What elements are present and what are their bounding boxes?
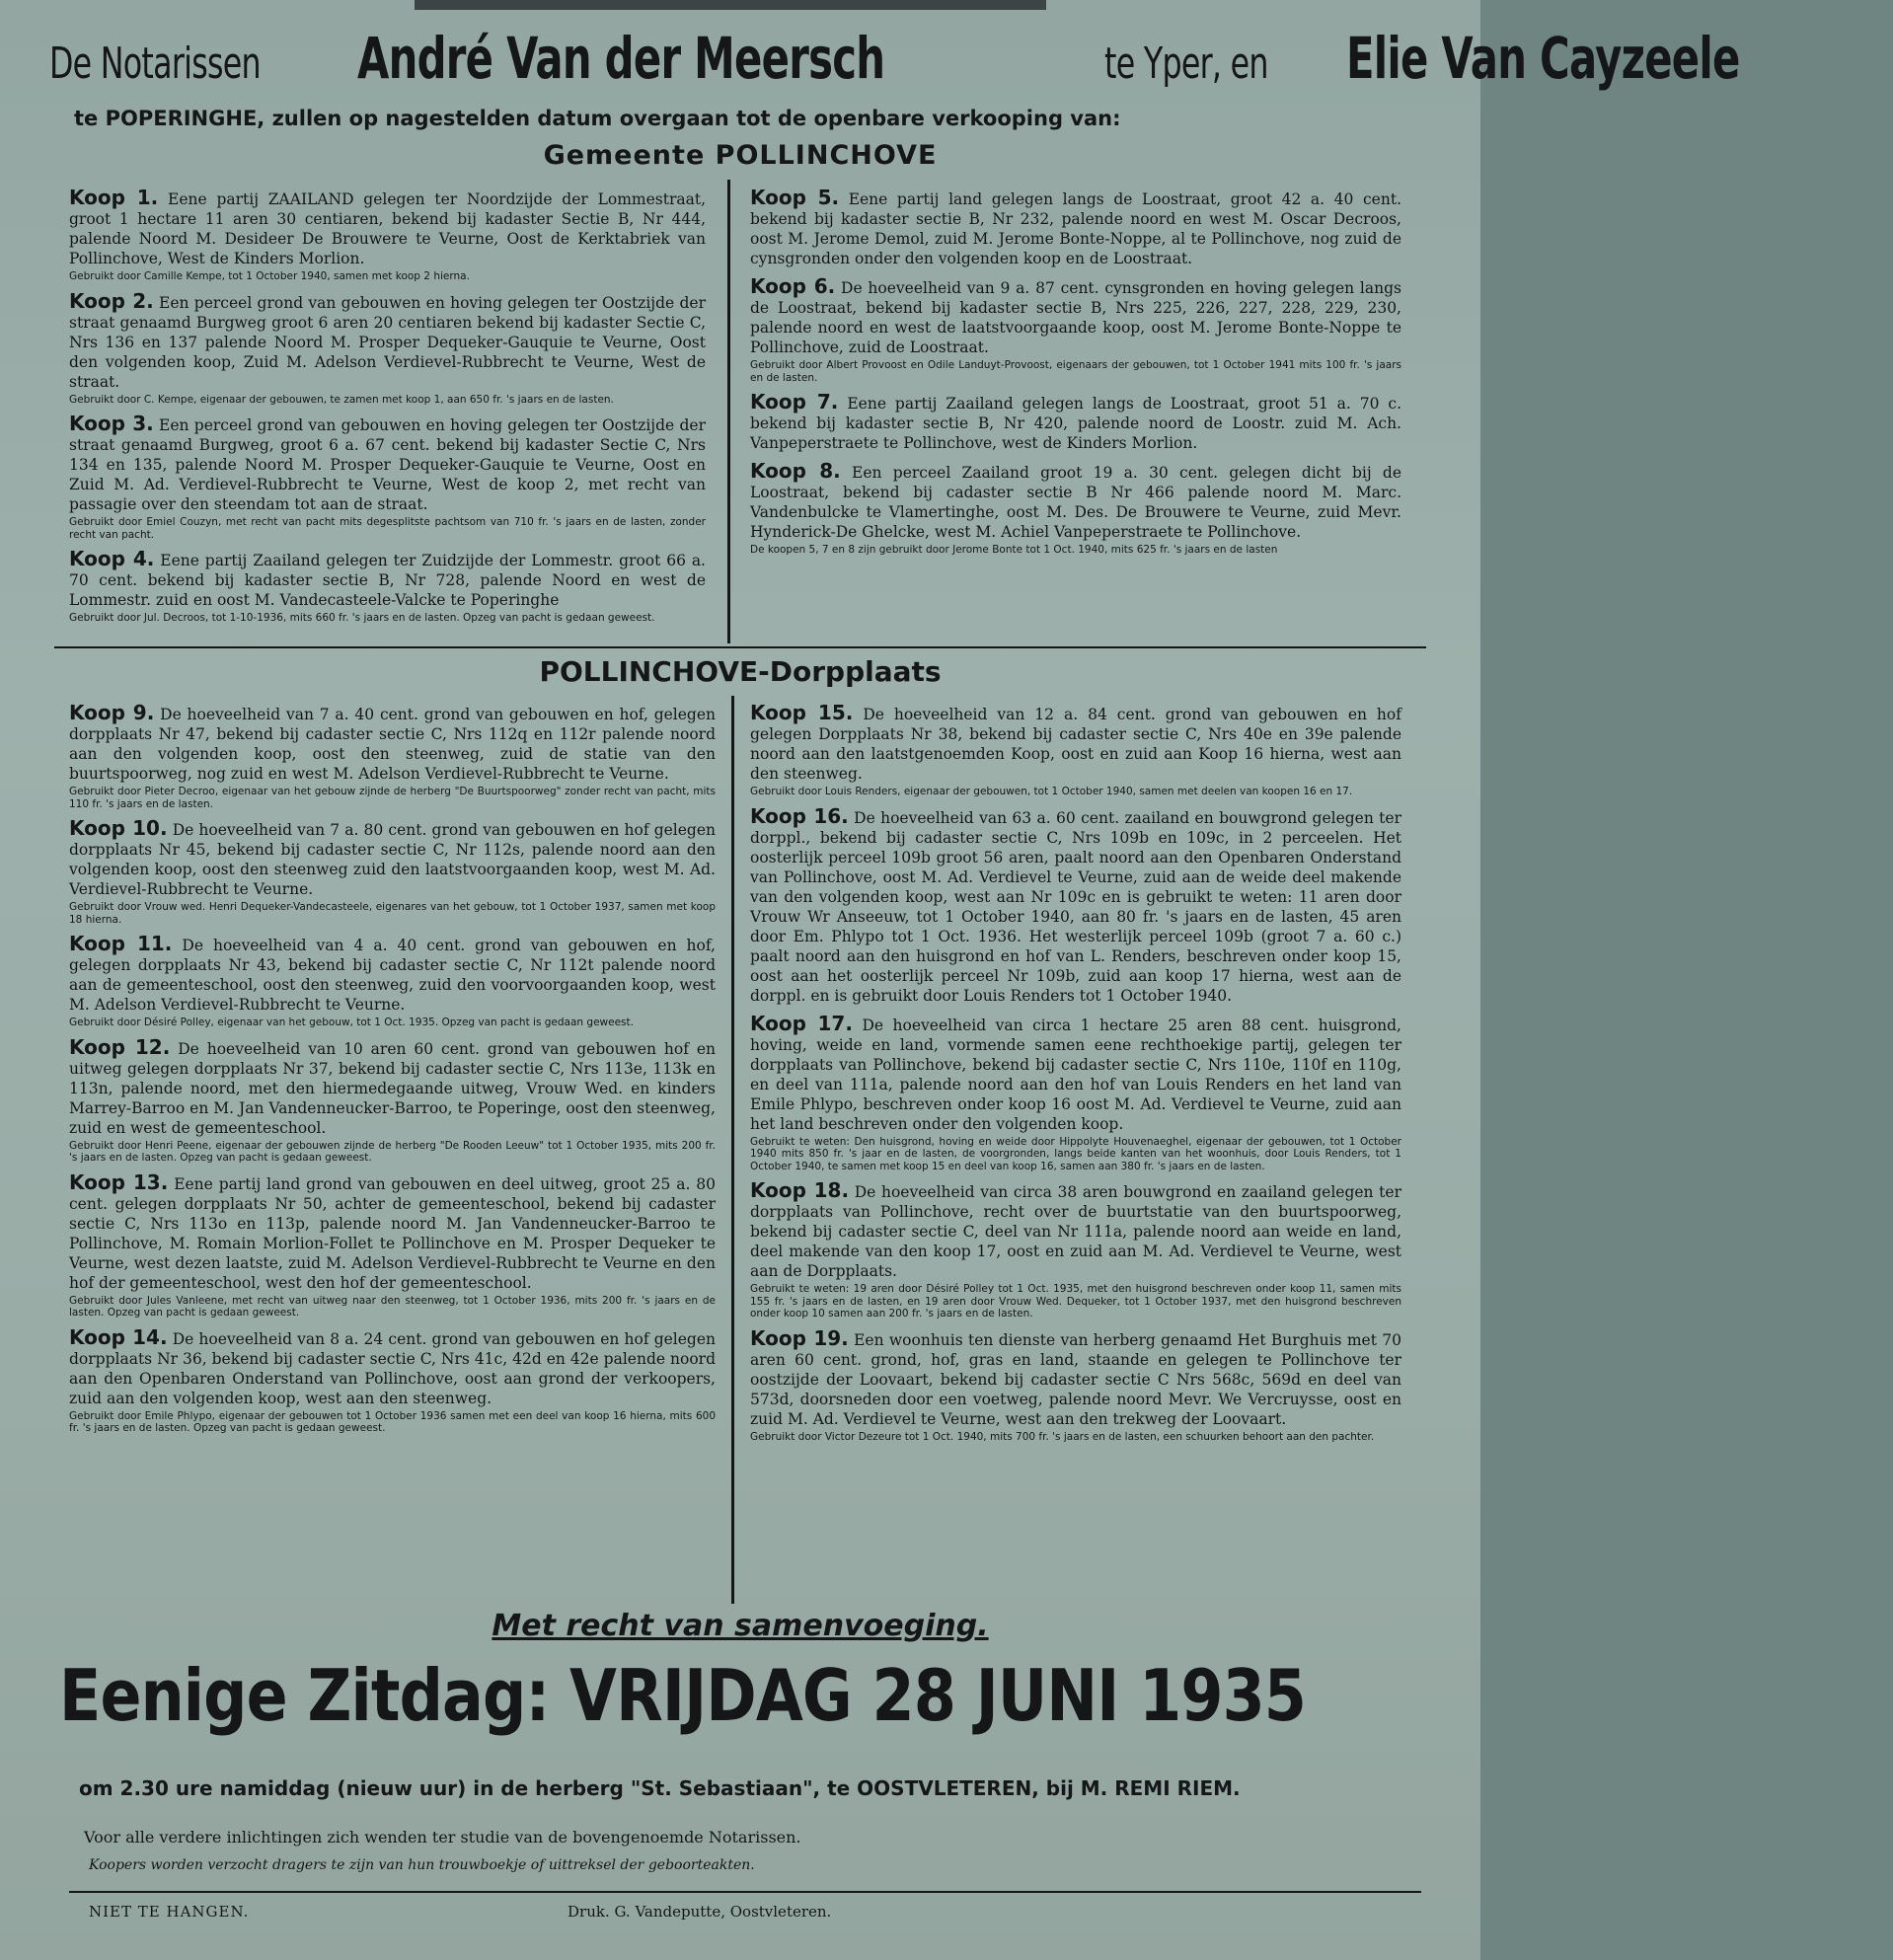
- lot-description: [750, 276, 1401, 357]
- lot-entry: [750, 1180, 1401, 1320]
- lot-label: Koop 11.: [69, 932, 173, 955]
- lot-usage-note: Gebruikt door Louis Renders, eigenaar der gebouwen, tot 1 October 1940, samen met deelen van koopen 16 en 17.: [750, 786, 1353, 797]
- lot-entry: [750, 392, 1401, 453]
- samenvoeging-heading: Met recht van samenvoeging.: [492, 1609, 989, 1643]
- lot-label: Koop 2.: [69, 288, 154, 313]
- lot-label: Koop 8.: [750, 459, 841, 483]
- lot-entry: [750, 188, 1401, 268]
- lot-label: Koop 18.: [750, 1178, 850, 1202]
- lot-entry: [69, 188, 706, 283]
- poster-heading: [49, 25, 1740, 95]
- lot-text: De hoeveelheid van 63 a. 60 cent. zaailand en bouwgrond gelegen ter dorppl., bekend bij cadaster sectie C, Nrs 109b en 109c, in 2 perceelen. Het oosterlijk perceel 109b groot 56 aren, paalt noord aan den Openbaren Onderstand van Pollinchove, oost M. Ad. Verdievel te Veurne, zuid aan de weide deel makende van den volgenden koop, west aan Nr 109c en is gebruikt te weten: 11 aren door Vrouw Wr Anseeuw, tot 1 October 1940, aan 80 fr. 's jaars en de lasten, 45 aren door Em. Phlypo tot 1 Oct. 1936. Het westerlijk perceel 109b (groot 7 a. 60 c.) paalt noord aan den huisgrond en hof van L. Renders, beschreven onder koop 15, oost aan het oosterlijk perceel Nr 109b, zuid aan koop 17 hierna, west aan de dorppl. en is gebruikt door Louis Renders tot 1 October 1940.: [750, 808, 1401, 1005]
- lot-label: Koop 6.: [750, 274, 836, 298]
- lot-label: Koop 16.: [750, 803, 849, 828]
- lot-entry: [69, 934, 716, 1029]
- lot-text: De hoeveelheid van circa 1 hectare 25 aren 88 cent. huisgrond, hoving, weide en land, vormende samen eene rechthoekige partij, gelegen ter dorpplaats van Pollinchove, bekend bij cadaster sectie C, Nrs 110e, 110f en 110g, en deel van 111a, palende noord aan den hof van Louis Renders en het land van Emile Phlypo, beschreven onder koop 16 oost M. Ad. Verdievel te Veurne, zuid aan het land beschreven onder den volgenden koop.: [750, 1016, 1401, 1133]
- lot-description: [69, 703, 716, 784]
- lot-description: [69, 1324, 716, 1408]
- lot-entry: [750, 1325, 1401, 1444]
- lot-description: [750, 1180, 1401, 1281]
- lot-description: [750, 188, 1401, 268]
- lot-text: Een perceel Zaailand groot 19 a. 30 cent. gelegen dicht bij de Loostraat, bekend bij cadaster sectie B Nr 466 palende noord M. Marc. Vandenbulcke te Vlamertinghe, oost M. Des. De Brouwere te Veurne, zuid Mevr. Hynderick-De Ghelcke, west M. Achiel Vanpeperstraete te Pollinchove.: [750, 464, 1401, 541]
- lot-label: Koop 19.: [750, 1325, 849, 1350]
- lot-usage-note: Gebruikt te weten: 19 aren door Désiré Polley tot 1 Oct. 1935, met den huisgrond beschreven onder koop 11, samen mits 155 fr. 's jaars en de lasten, en 19 aren door Vrouw Wed. Dequeker, tot 1 October 1937, met den huisgrond beschreven onder koop 10 samen aan 200 fr. 's jaars en de lasten.: [750, 1283, 1401, 1319]
- lot-label: Koop 4.: [69, 547, 155, 570]
- lot-entry: [750, 703, 1401, 798]
- lot-text: Eene partij Zaailand gelegen ter Zuidzijde der Lommestr. groot 66 a. 70 cent. bekend bij kadaster sectie B, Nr 728, palende Noord en west de Lommestr. zuid en oost M. Vandecasteele-Valcke te Poperinghe: [69, 552, 706, 609]
- lots-column-right-bottom: [750, 703, 1401, 1451]
- lot-usage-note: Gebruikt door Victor Dezeure tot 1 Oct. 1940, mits 700 fr. 's jaars en de lasten, een schuurken behoort aan den pachter.: [750, 1430, 1375, 1443]
- lot-description: [750, 1011, 1401, 1134]
- lot-description: [69, 1169, 716, 1293]
- lot-text: De hoeveelheid van 4 a. 40 cent. grond van gebouwen en hof, gelegen dorpplaats Nr 43, bekend bij cadaster sectie C, Nr 112t palende noord aan de gemeenteschool, oost den steenweg, zuid den voorvoorgaanden koop, west M. Adelson Verdievel-Rubbrecht te Veurne.: [69, 937, 716, 1014]
- lot-usage-note: Gebruikt door Jules Vanleene, met recht van uitweg naar den steenweg, tot 1 October 1936, mits 200 fr. 's jaars en de lasten. Opzeg van pacht is gedaan geweest.: [69, 1294, 716, 1319]
- lot-text: Een perceel grond van gebouwen en hoving gelegen ter Oostzijde der straat genaamd Burgweg groot 6 aren 20 centiaren bekend bij kadaster Sectie C, Nrs 136 en 137 palende Noord M. Prosper Dequeker-Gauquie te Veurne, Oost den volgenden koop, Zuid M. Adelson Verdievel-Rubbrecht te Veurne, West de straat.: [69, 293, 706, 391]
- lot-description: [69, 1034, 716, 1138]
- lot-text: Eene partij Zaailand gelegen langs de Loostraat, groot 51 a. 70 c. bekend bij kadaster sectie B, Nr 420, palende noord de Loostr. zuid M. Ach. Vanpeperstraete te Pollinchove, west de Kinders Morlion.: [750, 395, 1402, 452]
- lot-description: [69, 818, 716, 899]
- lot-text: De hoeveelheid van 10 aren 60 cent. grond van gebouwen hof en uitweg gelegen dorpplaats Nr 37, bekend bij cadaster sectie C, Nrs 113e, 113k en 113n, palende noord, met den hiermedegaande uitweg, Vrouw Wed. en kinders Marrey-Barroo en M. Jan Vandenneucker-Barroo, te Poperinge, oost den steenweg, zuid en west de gemeenteschool.: [69, 1039, 716, 1137]
- heading-part1: De Notarissen: [49, 38, 261, 89]
- lot-description: [69, 288, 706, 392]
- section-title-gemeente: Gemeente POLLINCHOVE: [543, 140, 938, 171]
- lot-text: Eene partij ZAAILAND gelegen ter Noordzijde der Lommestraat, groot 1 hectare 11 aren 30 centiaren, bekend bij kadaster Sectie B, Nr 444, palende Noord M. Desideer De Brouwere te Veurne, Oost de Kerktabriek van Pollinchove, West de Kinders Morlion.: [69, 190, 707, 267]
- lot-text: De hoeveelheid van circa 38 aren bouwgrond en zaailand gelegen ter dorpplaats van Pollinchove, recht over de buurtstatie van den buurtspoorweg, bekend bij cadaster sectie C, deel van Nr 111a, palende noord aan weide en land, deel makende van den koop 17, oost en zuid aan M. Ad. Verdievel te Veurne, west aan de Dorpplaats.: [750, 1183, 1401, 1280]
- heading-part2: te Yper, en: [1103, 38, 1268, 89]
- lot-label: Koop 9.: [69, 701, 155, 724]
- lot-usage-note: Gebruikt door Emile Phlypo, eigenaar der gebouwen tot 1 October 1936 samen met een deel van koop 16 hierna, mits 600 fr. 's jaars en de lasten. Opzeg van pacht is gedaan geweest.: [69, 1409, 716, 1434]
- lot-entry: [69, 414, 706, 541]
- lot-text: De hoeveelheid van 8 a. 24 cent. grond van gebouwen en hof gelegen dorpplaats Nr 36, bekend bij cadaster sectie C, Nrs 41c, 42d en 42e palende noord aan den Openbaren Onderstand van Pollinchove, oost aan grond der verkoopers, zuid aan den volgenden koop, west aan den steenweg.: [69, 1329, 716, 1407]
- lot-label: Koop 15.: [750, 701, 854, 724]
- lot-usage-note: De koopen 5, 7 en 8 zijn gebruikt door Jerome Bonte tot 1 Oct. 1940, mits 625 fr. 's jaars en de lasten: [750, 544, 1278, 556]
- lot-usage-note: Gebruikt door Pieter Decroo, eigenaar van het gebouw zijnde de herberg "De Buurtspoorweg" zonder recht van pacht, mits 110 fr. 's jaars en de lasten.: [69, 786, 716, 810]
- lot-usage-note: Gebruikt door Vrouw wed. Henri Dequeker-Vandecasteele, eigenares van het gebouw, tot 1 October 1937, samen met koop 18 hierna.: [69, 901, 716, 926]
- lot-text: De hoeveelheid van 7 a. 40 cent. grond van gebouwen en hof, gelegen dorpplaats Nr 47, bekend bij cadaster sectie C, Nrs 112q en 112r palende noord aan den volgenden koop, oost den steenweg, zuid de statie van den buurtspoorweg, nog zuid en west M. Adelson Verdievel-Rubbrecht te Veurne.: [69, 706, 717, 783]
- buyers-notice: Koopers worden verzocht dragers te zijn van hun trouwboekje of uittreksel der geboorteakten.: [89, 1857, 755, 1873]
- lot-label: Koop 14.: [69, 1324, 168, 1349]
- lot-entry: [69, 1034, 716, 1165]
- lot-entry: [69, 1169, 716, 1319]
- lot-entry: [750, 276, 1401, 384]
- column-divider-bottom: [731, 696, 734, 1604]
- lot-description: [750, 803, 1401, 1006]
- torn-top-edge: [415, 0, 1046, 10]
- lot-text: Eene partij land gelegen langs de Loostraat, groot 42 a. 40 cent. bekend bij kadaster sectie B, Nr 232, palende noord en west M. Oscar Decroos, oost M. Jerome Demol, zuid M. Jerome Bonte-Noppe, al te Pollinchove, nog zuid de cynsgronden onder den volgenden koop en de Loostraat.: [750, 190, 1401, 267]
- footer-rule: [69, 1891, 1421, 1893]
- sale-time-place: om 2.30 ure namiddag (nieuw uur) in de herberg "St. Sebastiaan", te OOSTVLETEREN, bij M. REMI RIEM.: [79, 1776, 1241, 1800]
- lot-usage-note: Gebruikt door Emiel Couzyn, met recht van pacht mits degesplitste pachtsom van 710 fr. 's jaars en de lasten, zonder recht van pacht.: [69, 516, 706, 541]
- lot-text: De hoeveelheid van 12 a. 84 cent. grond van gebouwen en hof gelegen Dorpplaats Nr 38, bekend bij cadaster sectie C, Nrs 40e en 39e palende noord aan den laatstgenoemden Koop, oost en zuid aan Koop 16 hierna, west aan den steenweg.: [750, 706, 1401, 783]
- lot-entry: [69, 703, 716, 810]
- lot-usage-note: Gebruikt door Henri Peene, eigenaar der gebouwen zijnde de herberg "De Rooden Leeuw" tot 1 October 1935, mits 200 fr. 's jaars en de lasten. Opzeg van pacht is gedaan geweest.: [69, 1139, 716, 1164]
- lot-description: [750, 703, 1401, 784]
- column-divider-top: [727, 180, 730, 643]
- notary-name-1: André Van der Meersch: [357, 25, 885, 92]
- lots-column-right-top: [750, 188, 1401, 565]
- lot-label: Koop 13.: [69, 1169, 169, 1194]
- lot-description: [69, 549, 706, 610]
- heading-subline: te POPERINGHE, zullen op nagestelden datum overgaan tot de openbare verkooping van:: [74, 107, 1121, 130]
- lot-entry: [69, 288, 706, 407]
- lot-text: Een perceel grond van gebouwen en hoving gelegen ter Oostzijde der straat genaamd Burgweg, groot 6 a. 67 cent. bekend bij kadaster Sectie C, Nrs 134 en 135, palende Noord M. Prosper Dequeker-Gauquie te Veurne, Oost en Zuid M. Ad. Verdievel-Rubbrecht te Veurne, West de koop 2, met recht van passagie over den steendam tot aan de straat.: [69, 416, 706, 513]
- lots-column-left-bottom: [69, 703, 716, 1443]
- lot-description: [750, 461, 1401, 542]
- lot-entry: [750, 1011, 1401, 1173]
- lot-entry: [750, 461, 1401, 557]
- section-title-dorpplaats: POLLINCHOVE-Dorpplaats: [539, 655, 942, 688]
- lot-entry: [69, 549, 706, 625]
- lot-label: Koop 10.: [69, 816, 168, 840]
- lot-label: Koop 17.: [750, 1011, 853, 1035]
- lot-usage-note: Gebruikt door Albert Provoost en Odile Landuyt-Provoost, eigenaars der gebouwen, tot 1 October 1941 mits 100 fr. 's jaars en de lasten.: [750, 359, 1401, 384]
- do-not-hang-notice: NIET TE HANGEN.: [89, 1903, 250, 1921]
- section-rule: [54, 646, 1426, 648]
- lot-description: [69, 934, 716, 1015]
- lot-text: Een woonhuis ten dienste van herberg genaamd Het Burghuis met 70 aren 60 cent. grond, hof, gras en land, staande en gelegen te Pollinchove ter oostzijde der Loovaart, bekend bij cadaster sectie C Nrs 568c, 569d en deel van 573d, doorsneden door een voetweg, palende noord Mevr. We Vercruysse, oost en zuid M. Ad. Verdievel te Veurne, west aan den trekweg der Loovaart.: [750, 1330, 1401, 1428]
- lot-label: Koop 3.: [69, 412, 154, 435]
- lot-description: [750, 1325, 1401, 1429]
- lot-label: Koop 7.: [750, 390, 839, 414]
- lot-entry: [69, 1324, 716, 1435]
- lot-description: [69, 414, 706, 514]
- lot-entry: [69, 818, 716, 926]
- lot-description: [750, 392, 1401, 453]
- lot-label: Koop 5.: [750, 186, 840, 209]
- lot-usage-note: Gebruikt door Désiré Polley, eigenaar van het gebouw, tot 1 Oct. 1935. Opzeg van pacht is gedaan geweest.: [69, 1017, 634, 1028]
- notary-name-2: Elie Van Cayzeele: [1346, 25, 1740, 92]
- lot-entry: [750, 803, 1401, 1006]
- lot-usage-note: Gebruikt door Camille Kempe, tot 1 October 1940, samen met koop 2 hierna.: [69, 270, 470, 282]
- lots-column-left-top: [69, 188, 706, 633]
- lot-text: De hoeveelheid van 9 a. 87 cent. cynsgronden en hoving gelegen langs de Loostraat, bekend bij kadaster sectie B, Nrs 225, 226, 227, 228, 229, 230, palende noord en west de laatstvoorgaande koop, oost M. Jerome Bonte-Noppe te Pollinchove, zuid de Loostraat.: [750, 279, 1401, 356]
- lot-label: Koop 1.: [69, 186, 159, 209]
- lot-usage-note: Gebruikt te weten: Den huisgrond, hoving en weide door Hippolyte Houvenaeghel, eigenaar der gebouwen, tot 1 October 1940 mits 850 fr. 's jaar en de lasten, de voorgronden, langs beide kanten van het woonhuis, door Louis Renders, tot 1 October 1940, te samen met koop 15 en deel van koop 16, samen aan 380 fr. 's jaars en de lasten.: [750, 1135, 1401, 1172]
- lot-text: Eene partij land grond van gebouwen en deel uitweg, groot 25 a. 80 cent. gelegen dorpplaats Nr 50, achter de gemeenteschool, bekend bij cadaster sectie C, Nrs 113o en 113p, palende noord M. Jan Vandenneucker-Barroo te Pollinchove, M. Romain Morlion-Follet te Pollinchove en M. Prosper Dequeker te Veurne, west dezen laatste, zuid M. Adelson Verdievel-Rubbrecht te Veurne en den hof der gemeenteschool, west den hof der gemeenteschool.: [69, 1174, 716, 1292]
- printer-credit: Druk. G. Vandeputte, Oostvleteren.: [568, 1903, 832, 1921]
- sale-date-banner: Eenige Zitdag: VRIJDAG 28 JUNI 1935: [59, 1654, 1307, 1737]
- lot-usage-note: Gebruikt door Jul. Decroos, tot 1-10-1936, mits 660 fr. 's jaars en de lasten. Opzeg van pacht is gedaan geweest.: [69, 612, 655, 624]
- lot-text: De hoeveelheid van 7 a. 80 cent. grond van gebouwen en hof gelegen dorpplaats Nr 45, bekend bij cadaster sectie C, Nr 112s, palende noord aan den volgenden koop, oost den steenweg zuid den laatstvoorgaanden koop, west M. Ad. Verdievel-Rubbrecht te Veurne.: [69, 821, 716, 898]
- lot-usage-note: Gebruikt door C. Kempe, eigenaar der gebouwen, te zamen met koop 1, aan 650 fr. 's jaars en de lasten.: [69, 393, 614, 406]
- info-line: Voor alle verdere inlichtingen zich wenden ter studie van de bovengenoemde Notarissen.: [84, 1828, 801, 1847]
- lot-description: [69, 188, 706, 268]
- lot-label: Koop 12.: [69, 1034, 171, 1059]
